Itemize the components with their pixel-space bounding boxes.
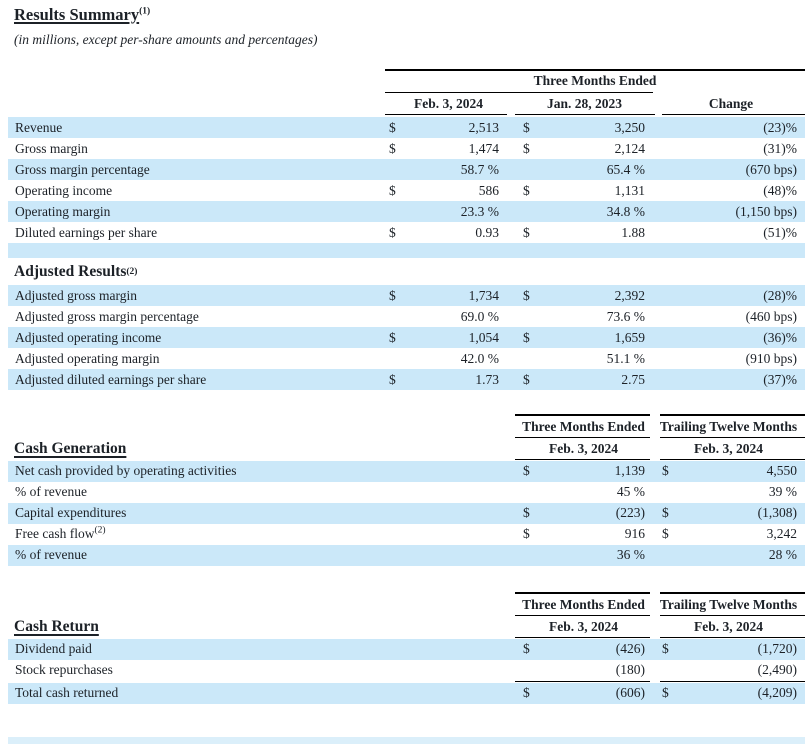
bottom-shaded-band: [8, 737, 805, 744]
cell-value: 42.0 %: [460, 350, 499, 366]
column-headers-row: [0, 93, 805, 114]
cell-value: 3,242: [766, 526, 797, 542]
section-heading-cash-return: [0, 592, 515, 639]
row-label: Total cash returned: [15, 685, 119, 701]
cell-value: 73.6 %: [606, 308, 645, 324]
cell-value: 34.8 %: [606, 203, 645, 219]
currency-symbol: $: [662, 641, 669, 657]
column-group-block: [515, 592, 805, 639]
cell-value: 1,139: [614, 463, 645, 479]
top-rules: [515, 414, 805, 416]
currency-symbol: $: [523, 463, 530, 479]
currency-symbol: $: [389, 329, 396, 345]
cell-change: (28)%: [763, 287, 797, 303]
cell-change: (910 bps): [745, 350, 797, 366]
column-header-date: Feb. 3, 2024: [694, 618, 763, 634]
bottom-rules: [515, 637, 805, 639]
cell-value: (606): [615, 685, 645, 701]
currency-symbol: $: [523, 224, 530, 240]
section-heading-text: Adjusted Results: [14, 262, 127, 280]
cell-feb-2024: [385, 309, 512, 325]
cell-trailing-twelve: [652, 484, 805, 500]
cell-change: (37)%: [763, 371, 797, 387]
cell-three-months: [515, 505, 652, 521]
table-row: [0, 482, 805, 503]
table-row: [0, 369, 805, 390]
cell-value: 1.88: [621, 224, 645, 240]
table-row: [0, 117, 805, 138]
cell-feb-2024: [385, 288, 512, 304]
cell-change: (460 bps): [745, 308, 797, 324]
row-label: Revenue: [15, 119, 63, 135]
cell-value: 1,131: [614, 182, 645, 198]
column-group-trailing-twelve: Trailing Twelve Months: [659, 419, 798, 434]
cell-three-months: [515, 526, 652, 542]
row-label: Capital expenditures: [15, 505, 127, 521]
currency-symbol: $: [389, 182, 396, 198]
table-row: [0, 306, 805, 327]
page-title-text: Results Summary: [14, 5, 140, 24]
row-label: % of revenue: [15, 484, 87, 500]
cell-trailing-twelve: [652, 547, 805, 563]
cell-value: 586: [478, 182, 499, 198]
cell-value: 916: [624, 526, 645, 542]
row-label: % of revenue: [15, 547, 87, 563]
currency-symbol: $: [523, 182, 530, 198]
cell-value: (4,209): [757, 685, 797, 701]
column-header-date: Feb. 3, 2024: [549, 618, 618, 634]
cell-feb-2024: [385, 351, 512, 367]
currency-symbol: $: [662, 526, 669, 542]
cell-value: 4,550: [766, 463, 797, 479]
table-row: [0, 138, 805, 159]
cell-trailing-twelve: [652, 685, 805, 701]
row-label: Dividend paid: [15, 641, 92, 657]
row-label: Diluted earnings per share: [15, 224, 158, 240]
cell-value: (1,720): [757, 641, 797, 657]
cell-trailing-twelve: [652, 641, 805, 657]
table-row: [0, 201, 805, 222]
column-header-feb-2024: Feb. 3, 2024: [414, 96, 483, 111]
cell-value: 1,734: [468, 287, 499, 303]
cell-three-months: [515, 662, 652, 678]
cell-jan-2023: [512, 141, 657, 157]
table-row: [0, 639, 805, 660]
cell-three-months: [515, 484, 652, 500]
cell-value: 2.75: [621, 371, 645, 387]
cell-value: (1,308): [757, 505, 797, 521]
cell-value: 2,513: [468, 119, 499, 135]
cell-jan-2023: [512, 162, 657, 178]
cell-jan-2023: [512, 351, 657, 367]
column-date-headers: [515, 439, 805, 459]
section-heading-cash-generation: [0, 414, 515, 461]
cell-three-months: [515, 685, 652, 701]
row-label: Net cash provided by operating activities: [15, 463, 237, 479]
cell-value: 1,474: [468, 140, 499, 156]
row-label: Adjusted operating margin: [15, 350, 160, 366]
footnote-marker-1: (1): [139, 6, 151, 17]
cell-value: 51.1 %: [606, 350, 645, 366]
page-title: [14, 5, 805, 25]
row-label: Operating margin: [15, 203, 111, 219]
row-label: Adjusted gross margin percentage: [15, 308, 199, 324]
column-group-trailing-twelve: Trailing Twelve Months: [659, 596, 798, 612]
cell-feb-2024: [385, 225, 512, 241]
row-label-text: Free cash flow: [15, 526, 95, 542]
spacer-row: [0, 243, 805, 258]
table-row: [0, 222, 805, 243]
footnote-marker-2: (2): [94, 525, 106, 536]
table-row: [0, 545, 805, 566]
currency-symbol: $: [523, 119, 530, 135]
cell-value: 23.3 %: [460, 203, 499, 219]
column-group-block: [515, 414, 805, 461]
column-date-headers: [515, 617, 805, 637]
currency-symbol: $: [523, 685, 530, 701]
cell-feb-2024: [385, 183, 512, 199]
cell-trailing-twelve: [652, 526, 805, 542]
cash-generation-header: [0, 414, 805, 461]
cell-change: (670 bps): [745, 161, 797, 177]
currency-symbol: $: [523, 371, 530, 387]
cell-value: 39 %: [768, 484, 797, 500]
cell-feb-2024: [385, 372, 512, 388]
cell-feb-2024: [385, 204, 512, 220]
column-header-date: Feb. 3, 2024: [549, 440, 618, 456]
cell-value: (180): [615, 662, 645, 678]
section-heading-adjusted-results: Adjusted Results (2): [14, 262, 138, 280]
cell-value: 69.0 %: [460, 308, 499, 324]
cell-change: (48)%: [763, 182, 797, 198]
cell-jan-2023: [512, 204, 657, 220]
currency-symbol: $: [523, 505, 530, 521]
currency-symbol: $: [523, 287, 530, 303]
row-label: Gross margin: [15, 140, 88, 156]
cell-jan-2023: [512, 183, 657, 199]
row-label: Operating income: [15, 182, 113, 198]
table-row: [0, 327, 805, 348]
cell-value: 58.7 %: [460, 161, 499, 177]
section-heading-text: Cash Generation: [14, 439, 127, 457]
column-header-date: Feb. 3, 2024: [694, 440, 763, 456]
cell-value: 1,054: [468, 329, 499, 345]
cell-value: 1.73: [475, 371, 499, 387]
cell-jan-2023: [512, 330, 657, 346]
currency-symbol: $: [389, 224, 396, 240]
table-row: [0, 524, 805, 545]
mid-rules: [515, 615, 805, 617]
column-group-headers: [515, 594, 805, 615]
cell-value: 28 %: [768, 547, 797, 563]
cell-value: (223): [615, 505, 645, 521]
currency-symbol: $: [662, 685, 669, 701]
cell-change: (36)%: [763, 329, 797, 345]
cell-value: 2,124: [614, 140, 645, 156]
cell-feb-2024: [385, 141, 512, 157]
row-label: Stock repurchases: [15, 662, 113, 678]
mid-rules: [515, 437, 805, 439]
cell-jan-2023: [512, 309, 657, 325]
section-heading-text: Cash Return: [14, 617, 99, 635]
cell-value: 2,392: [614, 287, 645, 303]
cell-change: (31)%: [763, 140, 797, 156]
cash-return-header: [0, 592, 805, 639]
table-row: [0, 461, 805, 482]
cell-three-months: [515, 641, 652, 657]
cell-value: 45 %: [616, 484, 645, 500]
row-label: Gross margin percentage: [15, 161, 150, 177]
currency-symbol: $: [662, 505, 669, 521]
row-label: [0, 526, 515, 542]
table-row: [0, 180, 805, 201]
cell-trailing-twelve: [652, 662, 805, 678]
cell-jan-2023: [512, 225, 657, 241]
table-row: [0, 660, 805, 681]
column-group-headers: [515, 416, 805, 437]
cell-jan-2023: [512, 288, 657, 304]
cell-value: 0.93: [475, 224, 499, 240]
column-group-three-months: Three Months Ended: [522, 419, 645, 434]
table-row: [0, 503, 805, 524]
cell-value: (426): [615, 641, 645, 657]
top-rules: [515, 592, 805, 594]
cell-feb-2024: [385, 330, 512, 346]
spacer: [0, 96, 385, 112]
cell-three-months: [515, 547, 652, 563]
cell-value: (2,490): [757, 662, 797, 678]
table-row: [0, 285, 805, 306]
table-row: [0, 348, 805, 369]
cell-feb-2024: [385, 120, 512, 136]
currency-symbol: $: [389, 371, 396, 387]
currency-symbol: $: [523, 641, 530, 657]
cell-value: 3,250: [614, 119, 645, 135]
cell-feb-2024: [385, 162, 512, 178]
currency-symbol: $: [389, 140, 396, 156]
currency-symbol: $: [523, 329, 530, 345]
cell-change: (23)%: [763, 119, 797, 135]
subtotal-rules: [0, 681, 805, 683]
currency-symbol: $: [389, 287, 396, 303]
column-group-three-months: Three Months Ended: [522, 596, 645, 612]
cell-jan-2023: [512, 120, 657, 136]
currency-symbol: $: [523, 140, 530, 156]
row-label: Adjusted diluted earnings per share: [15, 371, 207, 387]
cell-change: (1,150 bps): [735, 203, 797, 219]
table-row: [0, 683, 805, 704]
currency-symbol: $: [389, 119, 396, 135]
row-label: Adjusted operating income: [15, 329, 162, 345]
cell-trailing-twelve: [652, 463, 805, 479]
bottom-rules: [515, 459, 805, 461]
currency-symbol: $: [662, 463, 669, 479]
cell-value: 36 %: [616, 547, 645, 563]
table-row: [0, 159, 805, 180]
column-group-header: Three Months Ended: [533, 73, 657, 88]
cell-value: 1,659: [614, 329, 645, 345]
row-label: Adjusted gross margin: [15, 287, 137, 303]
currency-symbol: $: [523, 526, 530, 542]
page-subtitle: (in millions, except per-share amounts and percentages): [14, 32, 318, 47]
cell-three-months: [515, 463, 652, 479]
column-header-jan-2023: Jan. 28, 2023: [546, 96, 622, 111]
cell-value: 65.4 %: [606, 161, 645, 177]
cell-trailing-twelve: [652, 505, 805, 521]
cell-change: (51)%: [763, 224, 797, 240]
column-header-change: Change: [708, 96, 754, 111]
cell-jan-2023: [512, 372, 657, 388]
